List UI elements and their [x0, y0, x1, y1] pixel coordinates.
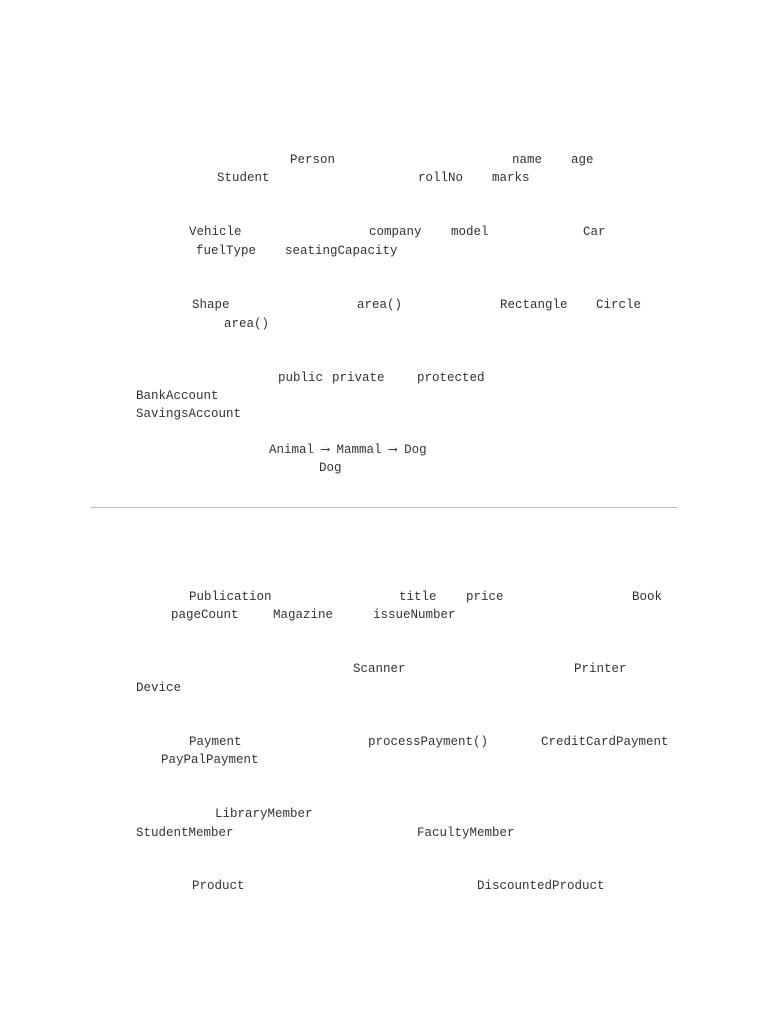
term-book: Book: [632, 590, 663, 604]
section-divider: [91, 507, 678, 508]
term-shape: Shape: [192, 298, 230, 312]
term-student: Student: [217, 171, 270, 185]
term-faculty-member: FacultyMember: [417, 826, 515, 840]
term-private: private: [332, 371, 385, 385]
term-device: Device: [136, 681, 182, 695]
term-price: price: [466, 590, 504, 604]
term-dog: Dog: [319, 461, 342, 475]
term-public: public: [278, 371, 324, 385]
term-creditcard-payment: CreditCardPayment: [541, 735, 669, 749]
term-discounted-product: DiscountedProduct: [477, 879, 605, 893]
term-pagecount: pageCount: [171, 608, 239, 622]
term-rollno: rollNo: [418, 171, 464, 185]
term-marks: marks: [492, 171, 530, 185]
term-circle: Circle: [596, 298, 642, 312]
term-product: Product: [192, 879, 245, 893]
term-payment: Payment: [189, 735, 242, 749]
term-person: Person: [290, 153, 336, 167]
term-publication: Publication: [189, 590, 272, 604]
term-scanner: Scanner: [353, 662, 406, 676]
term-fueltype: fuelType: [196, 244, 257, 258]
term-magazine: Magazine: [273, 608, 334, 622]
term-car: Car: [583, 225, 606, 239]
term-vehicle: Vehicle: [189, 225, 242, 239]
term-model: model: [451, 225, 489, 239]
term-process-payment: processPayment(): [368, 735, 489, 749]
term-issuenumber: issueNumber: [373, 608, 456, 622]
term-area-method-override: area(): [224, 317, 270, 331]
term-protected: protected: [417, 371, 485, 385]
term-company: company: [369, 225, 422, 239]
term-student-member: StudentMember: [136, 826, 234, 840]
term-printer: Printer: [574, 662, 627, 676]
term-bankaccount: BankAccount: [136, 389, 219, 403]
term-savingsaccount: SavingsAccount: [136, 407, 242, 421]
term-title: title: [399, 590, 437, 604]
term-seating-capacity: seatingCapacity: [285, 244, 398, 258]
term-rectangle: Rectangle: [500, 298, 568, 312]
term-area-method: area(): [357, 298, 403, 312]
term-library-member: LibraryMember: [215, 807, 313, 821]
term-age: age: [571, 153, 594, 167]
inheritance-chain: Animal ⟶ Mammal ⟶ Dog: [269, 443, 427, 457]
term-paypal-payment: PayPalPayment: [161, 753, 259, 767]
term-name: name: [512, 153, 543, 167]
